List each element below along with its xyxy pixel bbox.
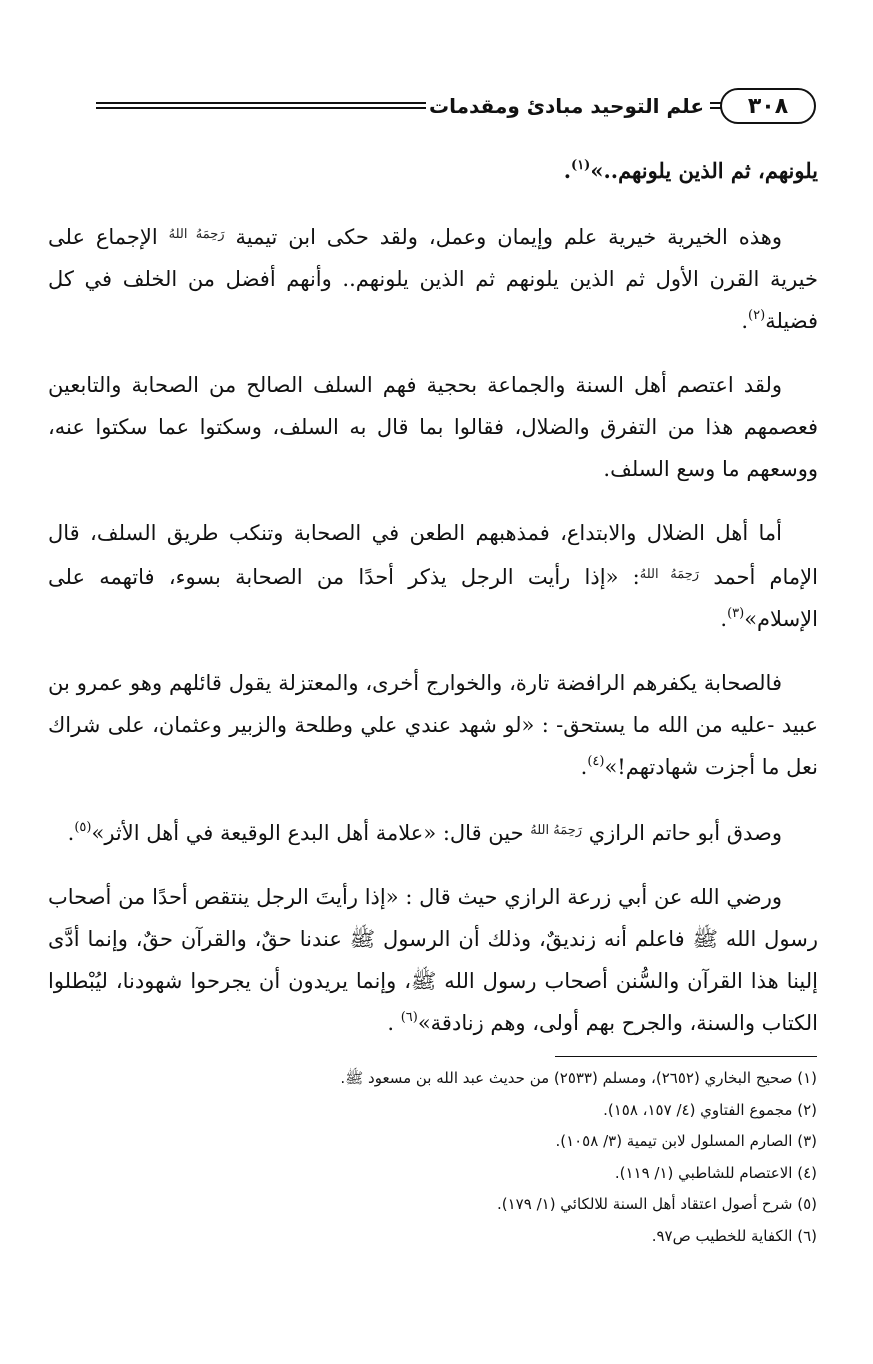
footnote-1: (١) صحيح البخاري (٢٦٥٢)، ومسلم (٢٥٣٣) من حديث عبد الله بن مسعود ﷺ. [340, 1069, 817, 1087]
footnote-ref-4: (٤) [587, 754, 605, 769]
footnote-ref-3: (٣) [727, 606, 745, 621]
honorific-glyph: رَحِمَهُ اللهُ [530, 823, 583, 838]
footnote-5: (٥) شرح أصول اعتقاد أهل السنة للالكائي (١/ ١٧٩). [497, 1195, 817, 1213]
footnote-2: (٢) مجموع الفتاوي (٤/ ١٥٧، ١٥٨). [603, 1100, 817, 1119]
running-header [48, 88, 816, 128]
paragraph-4 [48, 512, 818, 640]
paragraph-2-text-b: الإجماع على خيرية القرن الأول ثم الذين يلونهم ثم الذين يلونهم.. وأنهم أفضل من الخلف في كل فضيلة [48, 225, 818, 333]
paragraph-7-text-a: ورضي الله عن أبي زرعة الرازي حيث قال : «إذا رأيتَ الرجل ينتقص أحدًا من أصحاب رسول الله [48, 885, 819, 951]
paragraph-6 [48, 810, 818, 854]
paragraph-2-text-a: وهذه الخيرية خيرية علم وإيمان وعمل، ولقد حكى ابن تيمية [224, 225, 783, 249]
page-number: ٣٠٨ [720, 88, 816, 124]
paragraph-5-end: . [580, 755, 588, 779]
paragraph-1-text: يلونهم، ثم الذين يلونهم..» [590, 158, 818, 183]
footnotes-list [57, 1068, 817, 1257]
paragraph-3: ولقد اعتصم أهل السنة والجماعة بحجية فهم السلف الصالح من الصحابة والتابعين فعصمهم هذا من التفرق والضلال، فقالوا بما قال به السلف، وسكتوا عما سكتوا عنه، ووسعهم ما وسع السلف. [48, 373, 818, 481]
footnote-separator [555, 1056, 817, 1057]
paragraph-6-end: . [67, 821, 75, 845]
paragraph-7-end: . [387, 1011, 401, 1035]
body-text [48, 150, 818, 1066]
paragraph-4-end: . [720, 607, 728, 631]
paragraph-7-text-d: ، وإنما يريدون أن يجرحوا شهودنا، ليُبْطلوا الكتاب والسنة، والجرح بهم أولى، وهم زنادقة» [48, 969, 818, 1035]
paragraph-6-text-b: حين قال: «علامة أهل البدع الوقيعة في أهل الأثر» [91, 821, 531, 845]
paragraph-6-text-a: وصدق أبو حاتم الرازي [582, 821, 782, 845]
salawat-glyph: ﷺ [349, 927, 376, 951]
salawat-glyph: ﷺ [410, 969, 437, 993]
paragraph-7-text-c: عندنا حقٌ، والقرآن حقٌ، وإنما أدَّى إلينا هذا القرآن والسُّنن أصحاب رسول الله [48, 927, 818, 993]
footnote-ref-2: (٢) [748, 308, 766, 323]
paragraph-5-text: فالصحابة يكفرهم الرافضة تارة، والخوارج أخرى، والمعتزلة يقول قائلهم وهو عمرو بن عبيد -عليه من الله ما يستحق- : «لو شهد عندي علي وطلحة والزبير وعثمان، على شراك نعل ما أجزت شهادتهم!» [48, 671, 818, 779]
paragraph-1 [48, 150, 818, 192]
paragraph-2 [48, 214, 818, 342]
footnote-4: (٤) الاعتصام للشاطبي (١/ ١١٩). [614, 1163, 817, 1182]
footnote-ref-6: (٦) [400, 1010, 418, 1025]
paragraph-2-end: . [741, 309, 749, 333]
header-rule-middle [96, 102, 426, 109]
paragraph-4-text-a: أما أهل الضلال والابتداع، فمذهبهم الطعن في الصحابة وتنكب طريق السلف، قال الإمام أحمد [48, 521, 818, 589]
salawat-glyph: ﷺ [692, 927, 718, 951]
honorific-glyph: رَحِمَهُ اللهُ [168, 227, 225, 242]
paragraph-7-text-b: فاعلم أنه زنديقٌ، وذلك أن الرسول [375, 927, 693, 951]
paragraph-5 [48, 662, 818, 788]
paragraph-1-end: . [563, 158, 572, 183]
paragraph-7 [48, 876, 818, 1044]
footnote-ref-5: (٥) [74, 820, 92, 835]
footnote-6: (٦) الكفاية للخطيب ص٩٧. [651, 1226, 817, 1245]
footnote-3: (٣) الصارم المسلول لابن تيمية (٣/ ١٠٥٨). [555, 1132, 817, 1150]
paragraph-4-text-b: : «إذا رأيت الرجل يذكر أحدًا من الصحابة بسوء، فاتهمه على الإسلام» [48, 565, 818, 631]
honorific-glyph: رَحِمَهُ اللهُ [639, 567, 700, 582]
footnote-ref-1: (١) [571, 158, 591, 173]
book-title: علم التوحيد مبادئ ومقدمات [429, 94, 704, 118]
